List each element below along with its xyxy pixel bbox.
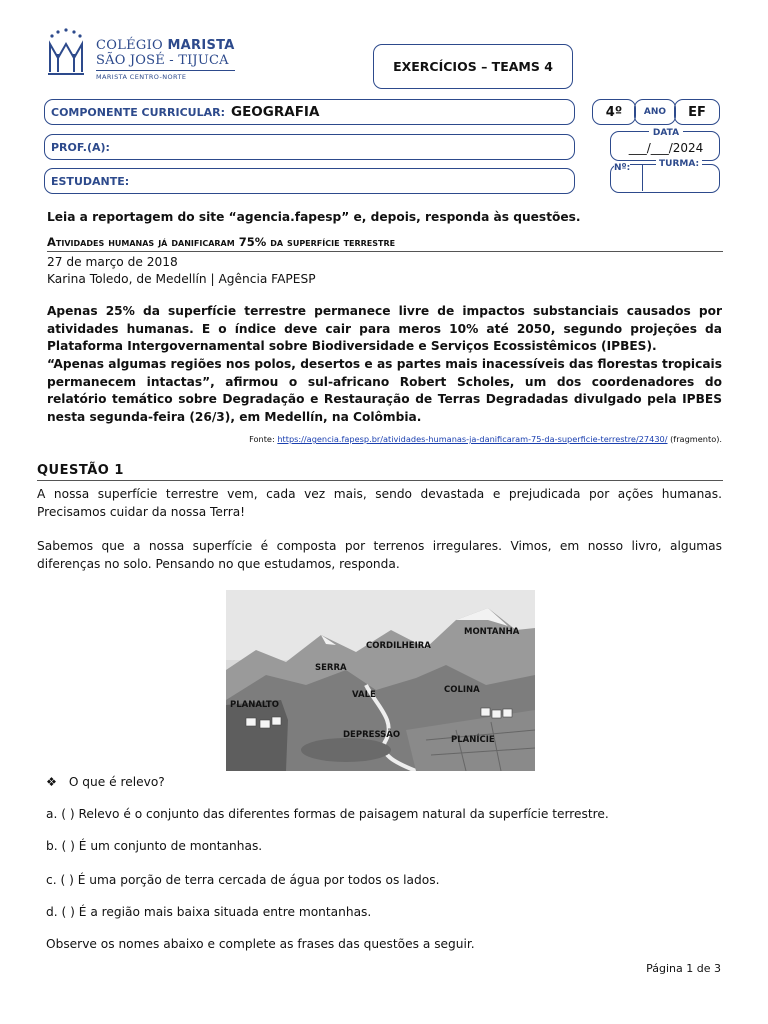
label-planalto: PLANALTO xyxy=(230,700,279,710)
option-b[interactable]: b. ( ) É um conjunto de montanhas. xyxy=(46,839,263,853)
article-paragraph-2: “Apenas algumas regiões nos polos, desertos e as partes mais inacessíveis das florestas tropicais permanecem intactas”, afirmou o sul-africano Robert Scholes, um dos coordenadores do relatório temático sobre Degradação e Restauração de Terras Degradadas divulgado pela IPBES nesta segunda-feira (26/3), em Medellín, na Colômbia. xyxy=(47,357,722,424)
label-montanha: MONTANHA xyxy=(464,627,520,637)
component-value: GEOGRAFIA xyxy=(231,104,320,120)
label-cordilheira: CORDILHEIRA xyxy=(366,641,431,651)
label-planicie: PLANÍCIE xyxy=(451,735,495,745)
label-serra: SERRA xyxy=(315,663,347,673)
option-c[interactable]: c. ( ) É uma porção de terra cercada de água por todos os lados. xyxy=(46,873,440,887)
marist-monogram-icon xyxy=(44,26,88,76)
page-number: Página 1 de 3 xyxy=(646,962,721,975)
relief-illustration xyxy=(226,590,535,771)
article-paragraph-1: Apenas 25% da superfície terrestre permanece livre de impactos substanciais causados por atividades humanas. E o índice deve cair para meros 10% até 2050, segundo projeções da Plataforma Intergovernamental sobre Biodiversidade e Serviços Ecossistêmicos (IPBES). xyxy=(47,304,722,353)
observe-instruction: Observe os nomes abaixo e complete as frases das questões a seguir. xyxy=(46,937,475,951)
school-logo xyxy=(44,26,259,90)
question-1-paragraph-1: A nossa superfície terrestre vem, cada vez mais, sendo devastada e prejudicada por ações humanas. Precisamos cuidar da nossa Terra! xyxy=(37,487,722,519)
number-class-box[interactable] xyxy=(610,159,720,193)
source-link[interactable]: https://agencia.fapesp.br/atividades-humanas-ja-danificaram-75-da-superficie-terrestre/27430/ xyxy=(277,434,668,444)
number-label: Nº: xyxy=(614,163,631,173)
diamond-bullet-icon: ❖ xyxy=(46,775,57,789)
article-date: 27 de março de 2018 xyxy=(47,255,178,269)
question-1-title: QUESTÃO 1 xyxy=(37,463,723,481)
logo-text: COLÉGIO MARISTA SÃO JOSÉ - TIJUCA MARISTA CENTRO-NORTE xyxy=(96,38,235,81)
article-title: Atividades humanas já danificaram 75% da superfície terrestre xyxy=(47,235,723,252)
exercise-title: EXERCÍCIOS – TEAMS 4 xyxy=(393,59,553,74)
option-d[interactable]: d. ( ) É a região mais baixa situada entre montanhas. xyxy=(46,905,372,919)
question-prompt: ❖ O que é relevo? xyxy=(46,775,165,789)
class-label: TURMA: xyxy=(656,159,702,169)
date-box[interactable]: DATA ___/___/2024 xyxy=(610,131,720,161)
intro-instruction: Leia a reportagem do site “agencia.fapesp” e, depois, responda às questões. xyxy=(47,210,581,224)
option-a[interactable]: a. ( ) Relevo é o conjunto das diferentes formas de paisagem natural da superfície terrestre. xyxy=(46,807,609,821)
grade-box: 4º xyxy=(592,99,636,125)
component-field: COMPONENTE CURRICULAR: GEOGRAFIA xyxy=(44,99,575,125)
grade-label-box: ANO xyxy=(634,99,676,125)
prof-field[interactable]: PROF.(A): xyxy=(44,134,575,160)
article-author: Karina Toledo, de Medellín | Agência FAPESP xyxy=(47,272,316,286)
question-1-paragraph-2: Sabemos que a nossa superfície é composta por terrenos irregulares. Vimos, em nosso livro, algumas diferenças no solo. Pensando no que estudamos, responda. xyxy=(37,539,722,571)
date-value: ___/___/2024 xyxy=(628,141,704,155)
article-source: Fonte: https://agencia.fapesp.br/atividades-humanas-ja-danificaram-75-da-superficie-terrestre/27430/ (fragmento). xyxy=(249,434,722,444)
label-depressao: DEPRESSÃO xyxy=(343,730,401,740)
student-field[interactable]: ESTUDANTE: xyxy=(44,168,575,194)
label-vale: VALE xyxy=(352,690,376,700)
label-colina: COLINA xyxy=(444,685,480,695)
exercise-title-box xyxy=(373,44,573,89)
level-box: EF xyxy=(674,99,720,125)
